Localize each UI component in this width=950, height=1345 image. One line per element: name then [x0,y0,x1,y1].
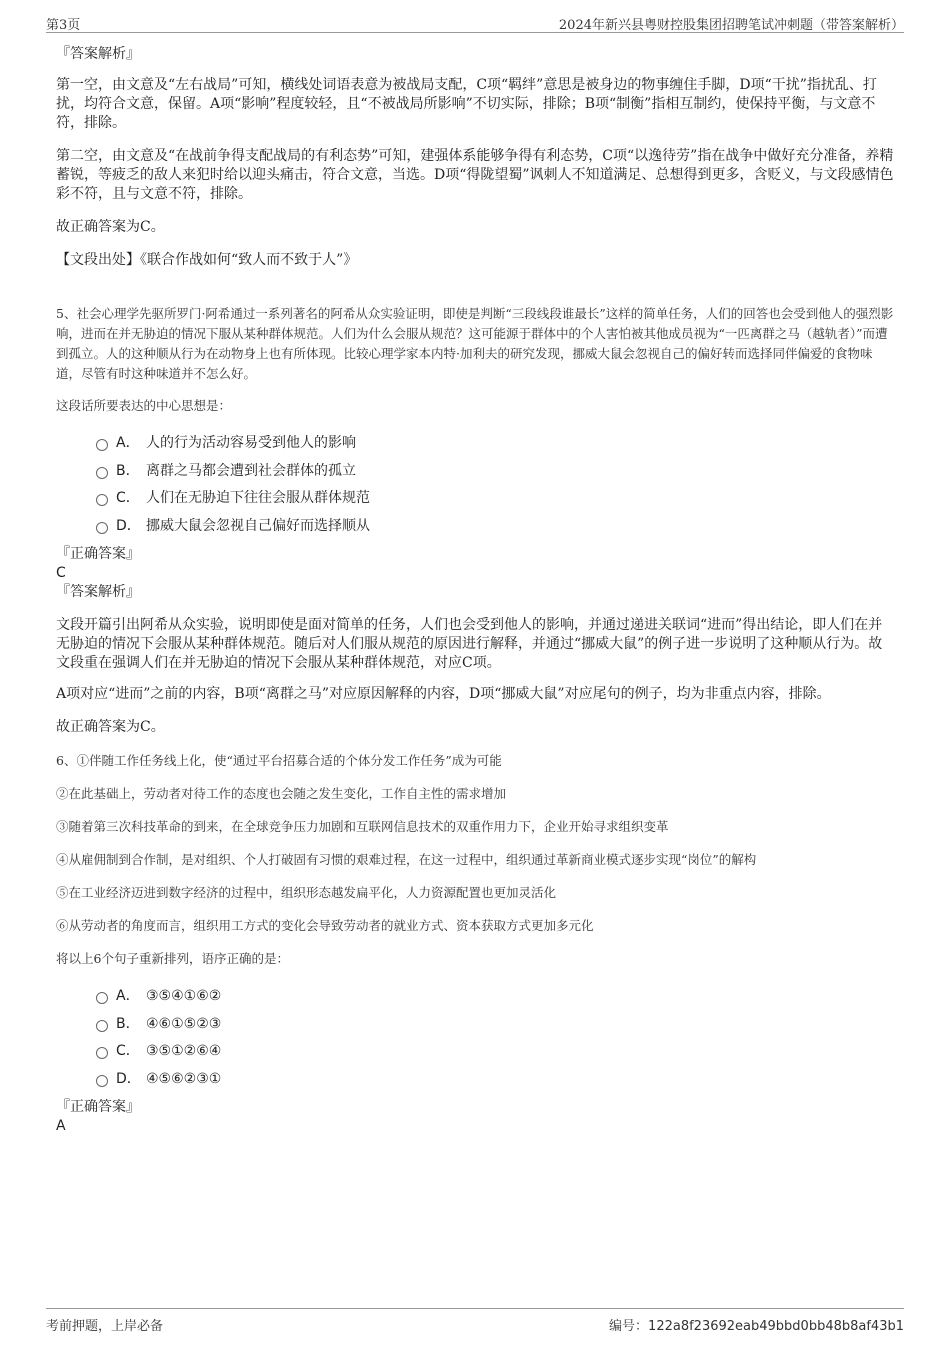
radio-icon[interactable] [96,467,108,479]
radio-icon[interactable] [96,1047,108,1059]
q4-source: 【文段出处】《联合作战如何“致人而不致于人”》 [56,252,358,268]
q6-options [56,983,896,1093]
q6-sentence-5: ⑤在工业经济迈进到数字经济的过程中，组织形态越发扁平化，人力资源配置也更加灵活化 [56,885,557,900]
q6-option-c[interactable]: C． ③⑤①②⑥④ [96,1038,896,1066]
q6-sentence-2: ②在此基础上，劳动者对待工作的态度也会随之发生变化，工作自主性的需求增加 [56,786,507,801]
q5-analysis-p1: 文段开篇引出阿希从众实验，说明即使是面对简单的任务，人们也会受到他人的影响，并通过递进关联词“进而”得出结论，即人们在并无胁迫的情况下会服从某种群体规范。随后对人们服从规范的原因进行解释，并通过“挪威大鼠”的例子进一步说明了这种顺从行为。故文段重在强调人们在并无胁迫的情况下会服从某种群体规范，对应C项。 [56,617,883,671]
q6-answer: A [56,1118,66,1134]
correct-answer-label: 『正确答案』 [56,546,140,562]
footer-slogan: 考前押题，上岸必备 [46,1319,164,1334]
radio-icon[interactable] [96,439,108,451]
q6-sentence-4: ④从雇佣制到合作制，是对组织、个人打破固有习惯的艰难过程，在这一过程中，组织通过革新商业模式逐步实现“岗位”的解构 [56,852,757,867]
q6-option-a[interactable]: A． ③⑤④①⑥② [96,983,896,1011]
radio-icon[interactable] [96,1075,108,1087]
q5-options [56,430,896,540]
q6-sentence-6: ⑥从劳动者的角度而言，组织用工方式的变化会导致劳动者的就业方式、资本获取方式更加多元化 [56,918,594,933]
q5-question: 这段话所要表达的中心思想是： [56,398,232,413]
q4-analysis-p1: 第一空，由文意及“左右战局”可知，横线处词语表意为被战局支配，C项“羁绊”意思是被身边的物事缠住手脚，D项“干扰”指扰乱、打扰，均符合文意，保留。A项“影响”程度较轻，且“不被战局所影响”不切实际，排除；B项“制衡”指相互制约，使保持平衡，与文意不符，排除。 [56,77,877,131]
q4-answer-conclusion: 故正确答案为C。 [56,219,165,235]
page-footer [46,1308,904,1333]
radio-icon[interactable] [96,992,108,1004]
q5-stem: 5、社会心理学先驱所罗门·阿希通过一系列著名的阿希从众实验证明，即使是判断“三段线段谁最长”这样的简单任务，人们的回答也会受到他人的强烈影响，进而在并无胁迫的情况下服从某种群体规范。人们为什么会服从规范？这可能源于群体中的个人害怕被其他成员视为“一匹离群之马（越轨者）”而遭到孤立。人的这种顺从行为在动物身上也有所体现。比较心理学家本内特·加利夫的研究发现，挪威大鼠会忽视自己的偏好转而选择同伴偏爱的食物味道，尽管有时这种味道并不怎么好。 [56,306,894,381]
radio-icon[interactable] [96,494,108,506]
analysis-label: 『答案解析』 [56,46,140,62]
radio-icon[interactable] [96,522,108,534]
q5-option-d[interactable]: D． 挪威大鼠会忽视自己偏好而选择顺从 [96,513,896,541]
q6-sentence-3: ③随着第三次科技革命的到来，在全球竞争压力加剧和互联网信息技术的双重作用力下，企业开始寻求组织变革 [56,819,669,834]
document-code: 编号：122a8f23692eab49bbd0bb48b8af43b1 [609,1319,904,1334]
q5-option-a[interactable]: A． 人的行为活动容易受到他人的影响 [96,430,896,458]
q6-sentence-1: 6、①伴随工作任务线上化，使“通过平台招募合适的个体分发工作任务”成为可能 [56,753,502,768]
q6-question: 将以上6个句子重新排列，语序正确的是： [56,951,289,966]
q5-analysis-p2: A项对应“进而”之前的内容，B项“离群之马”对应原因解释的内容，D项“挪威大鼠”对应尾句的例子，均为非重点内容，排除。 [56,686,831,702]
q6-option-d[interactable]: D． ④⑤⑥②③① [96,1066,896,1094]
radio-icon[interactable] [96,1020,108,1032]
correct-answer-label: 『正确答案』 [56,1099,140,1115]
document-title: 2024年新兴县粤财控股集团招聘笔试冲刺题（带答案解析） [558,18,904,33]
q6-option-b[interactable]: B． ④⑥①⑤②③ [96,1011,896,1039]
q5-option-b[interactable]: B． 离群之马都会遭到社会群体的孤立 [96,458,896,486]
page-header [46,12,904,33]
analysis-label: 『答案解析』 [56,584,140,600]
q5-answer: C [56,565,66,581]
q4-analysis-p2: 第二空，由文意及“在战前争得支配战局的有利态势”可知，建强体系能够争得有利态势，C项“以逸待劳”指在战争中做好充分准备，养精蓄锐，等疲乏的敌人来犯时给以迎头痛击，符合文意，当选。D项“得陇望蜀”讽刺人不知道满足、总想得到更多，含贬义，与文段感情色彩不符，且与文意不符，排除。 [56,148,894,202]
page-content [56,44,896,1135]
q5-option-c[interactable]: C． 人们在无胁迫下往往会服从群体规范 [96,485,896,513]
q5-answer-conclusion: 故正确答案为C。 [56,719,165,735]
page-number: 第3页 [46,18,81,33]
